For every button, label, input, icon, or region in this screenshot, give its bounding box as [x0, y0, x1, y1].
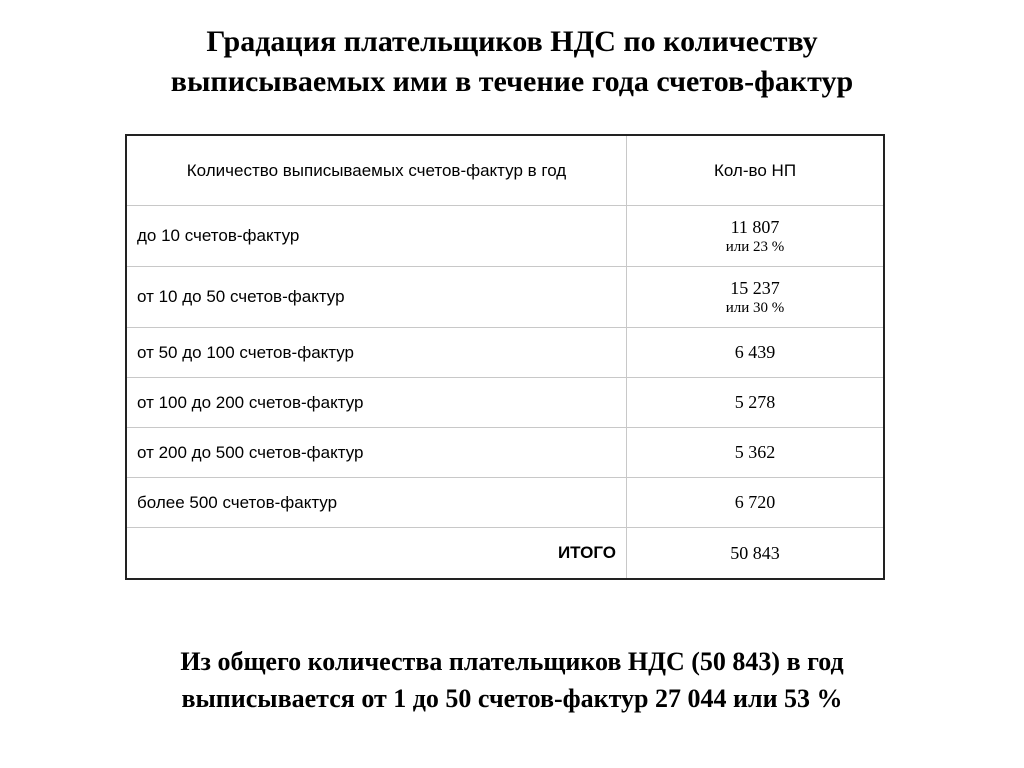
table-row	[126, 328, 884, 378]
row-value	[627, 206, 885, 267]
table-header-row	[126, 135, 884, 206]
row-value-percent: или 23 %	[725, 239, 785, 255]
row-label: от 200 до 500 счетов-фактур	[126, 428, 627, 478]
row-label: от 50 до 100 счетов-фактур	[126, 328, 627, 378]
total-label: ИТОГО	[126, 528, 627, 580]
header-invoice-count: Количество выписываемых счетов-фактур в год	[126, 135, 627, 206]
summary-line-2: выписывается от 1 до 50 счетов-фактур 27 044 или 53 %	[181, 684, 843, 713]
table-row	[126, 267, 884, 328]
gradation-table	[125, 134, 885, 580]
title-line-2: выписываемых ими в течение года счетов-фактур	[170, 65, 854, 98]
row-label: от 10 до 50 счетов-фактур	[126, 267, 627, 328]
row-value-number: 15 237	[730, 278, 780, 298]
table-row	[126, 428, 884, 478]
row-value: 5 278	[627, 378, 885, 428]
row-label: до 10 счетов-фактур	[126, 206, 627, 267]
row-value: 6 720	[627, 478, 885, 528]
summary-line-1: Из общего количества плательщиков НДС (50 843) в год	[180, 647, 844, 676]
total-value: 50 843	[627, 528, 885, 580]
table-row	[126, 206, 884, 267]
table-row	[126, 378, 884, 428]
title-line-1: Градация плательщиков НДС по количеству	[206, 25, 818, 58]
row-label: более 500 счетов-фактур	[126, 478, 627, 528]
row-value-percent: или 30 %	[725, 300, 785, 316]
row-value-number: 11 807	[730, 217, 780, 237]
table-row	[126, 478, 884, 528]
header-taxpayer-count: Кол-во НП	[627, 135, 885, 206]
row-value	[627, 267, 885, 328]
page-title	[0, 22, 1024, 102]
table-total-row	[126, 528, 884, 580]
row-value: 5 362	[627, 428, 885, 478]
row-value: 6 439	[627, 328, 885, 378]
summary-text	[0, 643, 1024, 717]
row-label: от 100 до 200 счетов-фактур	[126, 378, 627, 428]
